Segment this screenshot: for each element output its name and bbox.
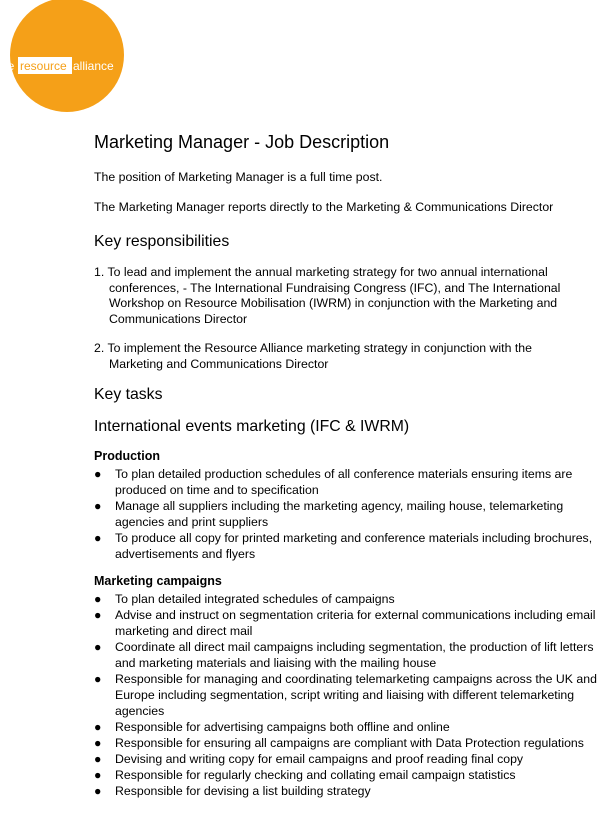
logo-text-alliance: alliance [73,59,114,73]
key-tasks-heading: Key tasks [94,386,163,403]
campaign-item-text: Responsible for managing and coordinating telemarketing campaigns across the UK and Europe including segmentation, script writing and liaising with different telemarketing agencies [115,672,597,718]
campaign-item-text: To plan detailed integrated schedules of campaigns [115,592,395,606]
responsibility-lead: To lead and implement the annual marketing strategy for two annual international [107,265,548,279]
events-marketing-heading: International events marketing (IFC & IWRM) [94,418,410,435]
campaign-item [94,591,606,607]
production-list [94,466,606,562]
bullet-icon: ● [94,736,102,750]
key-responsibilities-heading: Key responsibilities [94,233,230,250]
campaign-item [94,735,606,751]
responsibility-number: 1. [94,265,105,279]
bullet-icon: ● [94,467,102,481]
intro-paragraph-1: The position of Marketing Manager is a full time post. [94,170,383,184]
bullet-icon: ● [94,499,102,513]
campaign-item [94,639,606,671]
bullet-icon: ● [94,672,102,686]
production-item [94,530,606,562]
key-responsibilities-list [94,265,606,372]
production-item [94,498,606,530]
campaign-item-text: Responsible for regularly checking and collating email campaign statistics [115,768,516,782]
campaigns-list [94,591,606,799]
campaigns-heading: Marketing campaigns [94,574,222,588]
production-item-text: To plan detailed production schedules of all conference materials ensuring items are produced on time and to specification [115,467,573,497]
bullet-icon: ● [94,608,102,622]
intro-paragraph-2: The Marketing Manager reports directly to the Marketing & Communications Director [94,200,554,214]
production-item [94,466,606,498]
bullet-icon: ● [94,720,102,734]
campaign-item [94,783,606,799]
bullet-icon: ● [94,640,102,654]
document-body [94,132,606,811]
campaign-item [94,767,606,783]
bullet-icon: ● [94,592,102,606]
campaign-item [94,751,606,767]
campaign-item-text: Coordinate all direct mail campaigns including segmentation, the production of lift letters and marketing materials and liaising with the mailing house [115,640,594,670]
campaign-item-text: Responsible for ensuring all campaigns are compliant with Data Protection regulations [115,736,584,750]
page-title: Marketing Manager - Job Description [94,132,390,152]
campaign-item-text: Advise and instruct on segmentation criteria for external communications including email marketing and direct mail [115,608,596,638]
production-item-text: To produce all copy for printed marketing and conference materials including brochures, advertisements and flyers [115,531,593,561]
responsibility-continuation: Marketing and Communications Director [109,356,329,371]
campaign-item-text: Responsible for devising a list building strategy [115,784,371,798]
responsibility-number: 2. [94,341,105,355]
production-heading: Production [94,449,160,463]
responsibility-continuation: conferences, - The International Fundraising Congress (IFC), and The International Workshop on Resource Mobilisation (IWRM) in conjunction with the Marketing and Communications Director [109,280,561,326]
campaign-item-text: Devising and writing copy for email campaigns and proof reading final copy [115,752,524,766]
bullet-icon: ● [94,784,102,798]
resource-alliance-logo [0,0,125,112]
logo-edge-text: ne [1,59,15,73]
logo-text-resource: resource [20,59,67,73]
responsibility-item [94,265,606,327]
bullet-icon: ● [94,531,102,545]
campaign-item [94,671,606,719]
campaign-item-text: Responsible for advertising campaigns both offline and online [115,720,450,734]
bullet-icon: ● [94,768,102,782]
production-item-text: Manage all suppliers including the marketing agency, mailing house, telemarketing agencies and print suppliers [115,499,564,529]
responsibility-item [94,341,606,372]
campaign-item [94,607,606,639]
bullet-icon: ● [94,752,102,766]
campaign-item [94,719,606,735]
responsibility-lead: To implement the Resource Alliance marketing strategy in conjunction with the [107,341,532,355]
